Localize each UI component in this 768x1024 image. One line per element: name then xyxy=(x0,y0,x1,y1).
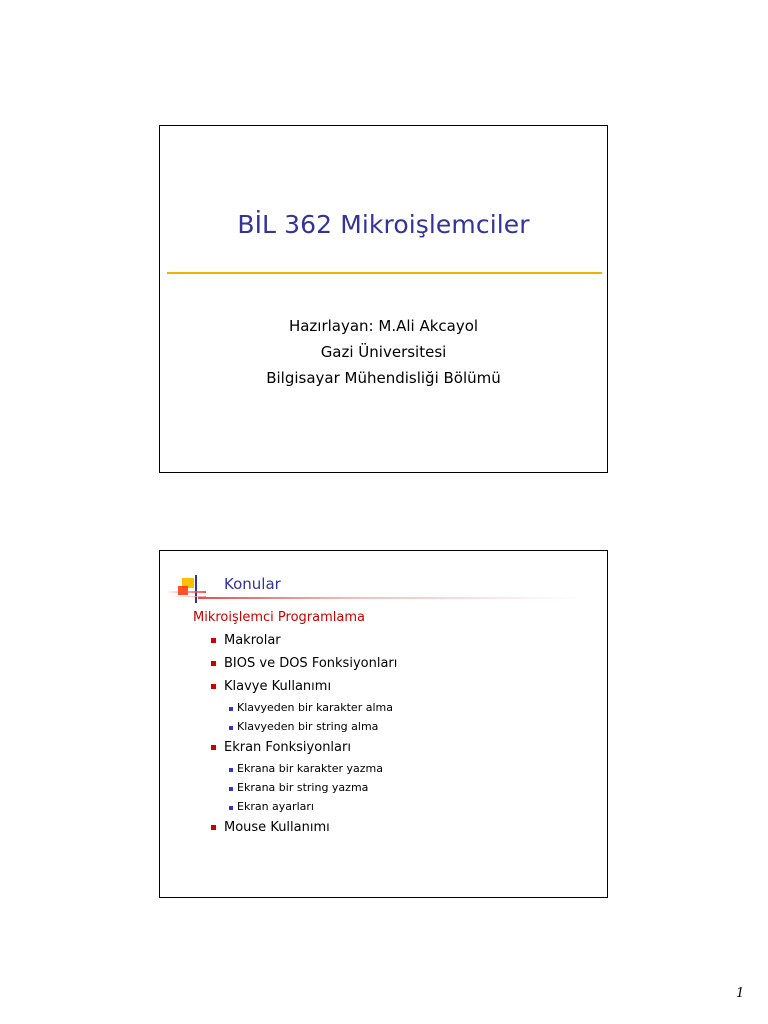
list-item: BIOS ve DOS Fonksiyonları xyxy=(193,652,593,675)
page-number: 1 xyxy=(736,986,745,1001)
square-bullet-icon xyxy=(229,787,233,791)
square-bullet-icon xyxy=(211,661,216,666)
square-bullet-icon xyxy=(229,707,233,711)
topics-slide xyxy=(159,550,608,898)
square-bullet-icon xyxy=(211,825,216,830)
title-slide xyxy=(159,125,608,473)
topics-list xyxy=(193,607,593,839)
title-divider xyxy=(167,272,602,274)
sub-list-item: Ekrana bir karakter yazma xyxy=(193,759,593,778)
sub-list-item: Ekran ayarları xyxy=(193,797,593,816)
sub-list-item: Klavyeden bir karakter alma xyxy=(193,698,593,717)
slide-title: BİL 362 Mikroişlemciler xyxy=(237,210,530,239)
list-item: Ekran Fonksiyonları xyxy=(193,736,593,759)
square-bullet-icon xyxy=(229,768,233,772)
university-line: Gazi Üniversitesi xyxy=(320,343,447,361)
author-block xyxy=(160,313,607,391)
square-bullet-icon xyxy=(211,638,216,643)
square-bullet-icon xyxy=(211,745,216,750)
square-bullet-icon xyxy=(229,806,233,810)
list-item: Mouse Kullanımı xyxy=(193,816,593,839)
department-line: Bilgisayar Mühendisliği Bölümü xyxy=(266,369,501,387)
list-item: Makrolar xyxy=(193,629,593,652)
slide-logo-icon xyxy=(166,575,206,605)
square-bullet-icon xyxy=(211,684,216,689)
author-line: Hazırlayan: M.Ali Akcayol xyxy=(288,317,479,335)
slide-title: Konular xyxy=(224,575,281,593)
square-bullet-icon xyxy=(229,726,233,730)
title-underline xyxy=(198,597,578,599)
list-item: Klavye Kullanımı xyxy=(193,675,593,698)
sub-list-item: Ekrana bir string yazma xyxy=(193,778,593,797)
sub-list-item: Klavyeden bir string alma xyxy=(193,717,593,736)
section-heading: Mikroişlemci Programlama xyxy=(193,610,365,625)
